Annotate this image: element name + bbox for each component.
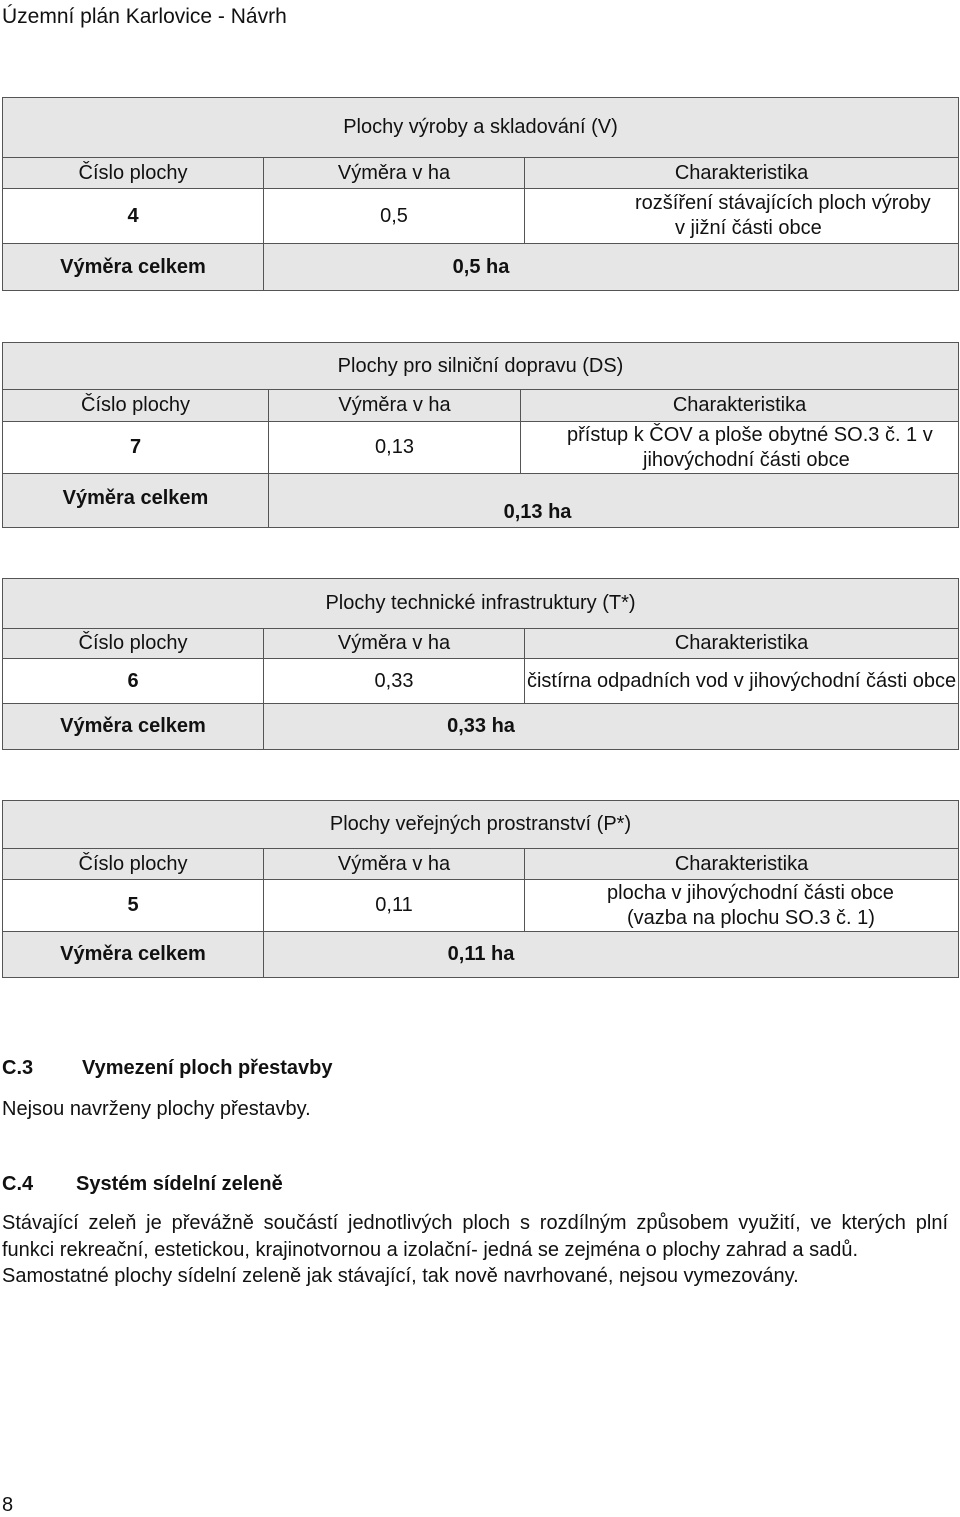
cell-vymera: 0,5 [264,189,525,244]
section-title: Systém sídelní zeleně [76,1173,283,1195]
total-label: Výměra celkem [3,704,264,750]
char-line: rozšíření stávajících ploch výroby [635,192,931,214]
cell-cislo: 5 [3,880,264,932]
cell-cislo: 6 [3,659,264,704]
total-label: Výměra celkem [3,932,264,978]
document-header: Územní plán Karlovice - Návrh [2,5,287,28]
total-value [264,704,959,750]
total-label [3,474,269,528]
cell-cislo: 7 [3,422,269,474]
table-total-row [3,932,959,978]
cell-charakteristika [525,189,959,244]
col-header-cislo: Číslo plochy [3,390,269,422]
total-label-text: Výměra celkem [62,487,209,509]
table-total-row [3,244,959,291]
cell-cislo: 4 [3,189,264,244]
total-value [264,932,959,978]
table-plochy-prostranstvi [2,800,959,978]
char-line: plocha v jihovýchodní části obce [607,881,894,904]
paragraph: Nejsou navrženy plochy přestavby. [2,1098,311,1120]
table-title: Plochy pro silniční dopravu (DS) [3,343,959,390]
col-header-vymera: Výměra v ha [264,849,525,880]
cell-vymera: 0,11 [264,880,525,932]
cell-charakteristika [525,880,959,932]
cell-vymera: 0,13 [269,422,521,474]
table-total-row [3,704,959,750]
char-line: jihovýchodní části obce [643,448,850,471]
char-line: přístup k ČOV a ploše obytné SO.3 č. 1 v [567,423,933,446]
total-value [269,474,959,528]
page-number: 8 [2,1494,14,1516]
col-header-charakteristika: Charakteristika [525,629,959,659]
col-header-cislo: Číslo plochy [3,629,264,659]
char-line: v jižní části obce [675,217,822,239]
table-row [3,189,959,244]
cell-charakteristika [521,422,959,474]
table-title: Plochy výroby a skladování (V) [3,98,959,158]
col-header-cislo: Číslo plochy [3,849,264,880]
section-number: C.3 [2,1057,34,1079]
total-value [264,244,959,291]
col-header-cislo: Číslo plochy [3,158,264,189]
col-header-charakteristika: Charakteristika [521,390,959,422]
table-row [3,422,959,474]
paragraph: Stávající zeleň je převážně součástí jednotlivých ploch s rozdílným způsobem využití, ve kterých plní funkci rekreační, estetickou, krajinotvornou a izolační- jedná se zejména o plochy zahrad a sadů. [2,1212,948,1261]
section-title: Vymezení ploch přestavby [82,1057,333,1079]
section-heading-c3 [2,1057,332,1080]
total-value-text: 0,11 ha [447,943,515,965]
cell-vymera: 0,33 [264,659,525,704]
table-title: Plochy technické infrastruktury (T*) [3,579,959,629]
paragraph: Samostatné plochy sídelní zeleně jak stávající, tak nově navrhované, nejsou vymezovány. [2,1265,799,1287]
total-label: Výměra celkem [3,244,264,291]
col-header-charakteristika: Charakteristika [525,849,959,880]
section-number: C.4 [2,1173,34,1195]
total-value-text: 0,13 ha [503,501,572,523]
table-row [3,659,959,704]
col-header-charakteristika: Charakteristika [525,158,959,189]
section-heading-c4 [2,1173,283,1196]
table-row [3,880,959,932]
table-plochy-infrastruktury [2,578,959,750]
col-header-vymera: Výměra v ha [264,158,525,189]
col-header-vymera: Výměra v ha [264,629,525,659]
cell-charakteristika: čistírna odpadních vod v jihovýchodní části obce [525,659,959,704]
table-title: Plochy veřejných prostranství (P*) [3,801,959,849]
col-header-vymera: Výměra v ha [269,390,521,422]
table-plochy-dopravy [2,342,959,528]
table-total-row [3,474,959,528]
total-value-text: 0,33 ha [447,715,515,737]
section-c4-text [2,1210,948,1290]
total-value-text: 0,5 ha [452,255,510,278]
table-plochy-vyroby [2,97,959,291]
char-line: (vazba na plochu SO.3 č. 1) [627,906,875,929]
section-c3-text [2,1096,948,1123]
